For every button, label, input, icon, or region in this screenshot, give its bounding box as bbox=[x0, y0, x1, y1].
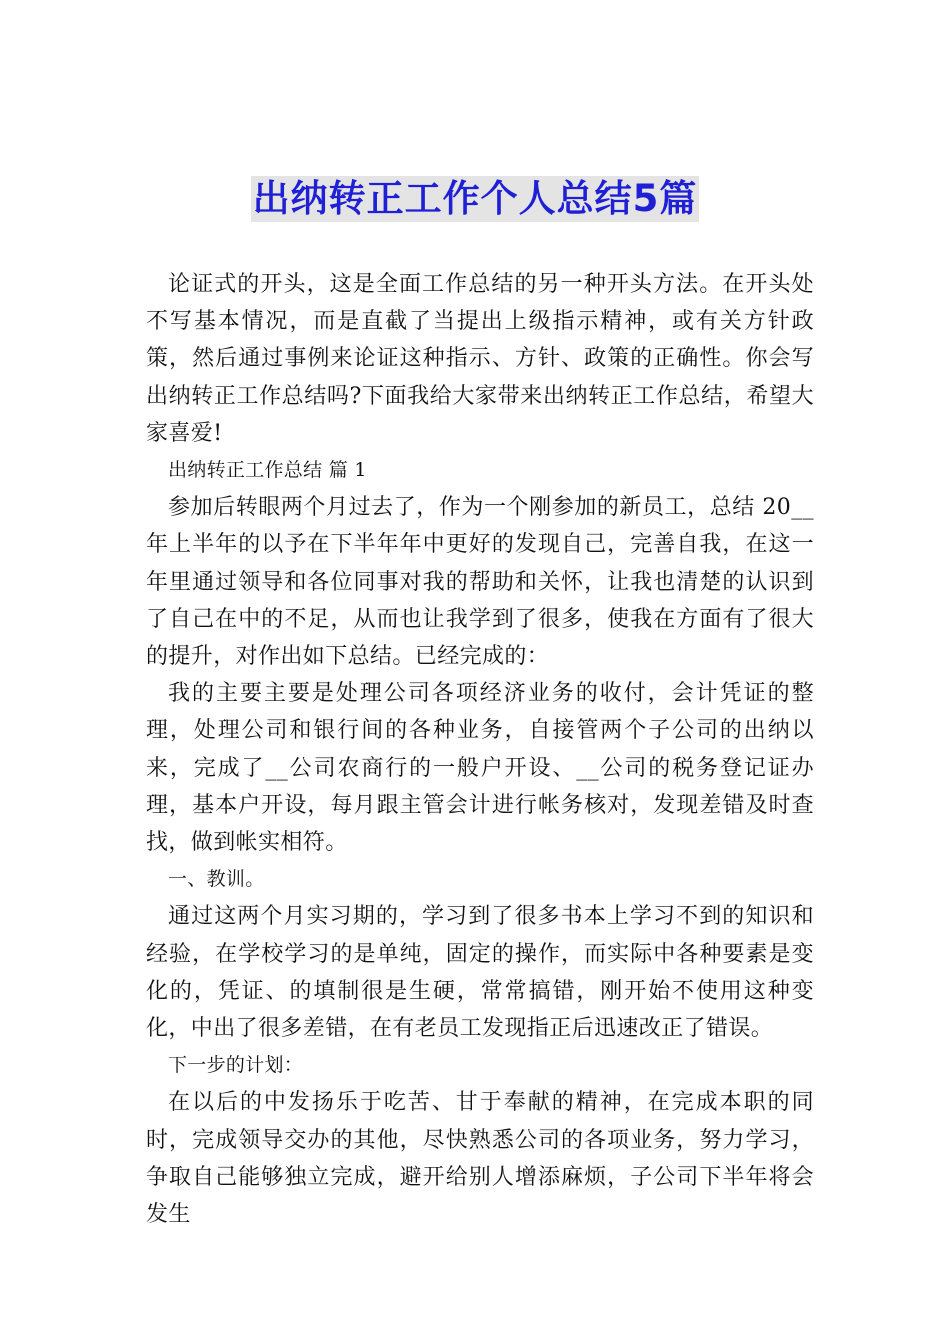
paragraph-plan: 在以后的中发扬乐于吃苦、甘于奉献的精神，在完成本职的同时，完成领导交办的其他，尽快熟悉公司的各项业务，努力学习，争取自己能够独立完成，避开给别人增添麻烦，子公司下半年将会发生 bbox=[146, 1090, 814, 1228]
section-heading-lessons: 一、教训。 bbox=[168, 868, 265, 891]
document-body bbox=[146, 266, 814, 1233]
paragraph-duties: 我的主要主要是处理公司各项经济业务的收付，会计凭证的整理，处理公司和银行间的各种业务，自接管两个子公司的出纳以来，完成了__公司农商行的一般户开设、__公司的税务登记证办理，基本户开设，每月跟主管会计进行帐务核对，发现差错及时查找，做到帐实相符。 bbox=[146, 681, 814, 856]
title-container bbox=[0, 176, 950, 222]
paragraph-lessons: 通过这两个月实习期的，学习到了很多书本上学习不到的知识和经验，在学校学习的是单纯，固定的操作，而实际中各种要素是变化的，凭证、的填制很是生硬，常常搞错，刚开始不使用这种变化，中出了很多差错，在有老员工发现指正后迅速改正了错误。 bbox=[146, 904, 814, 1042]
section-heading-plan: 下一步的计划： bbox=[168, 1054, 304, 1077]
paragraph-summary: 参加后转眼两个月过去了，作为一个刚参加的新员工，总结 20__年上半年的以予在下半年年中更好的发现自己，完善自我，在这一年里通过领导和各位同事对我的帮助和关怀，让我也清楚的认识到了自己在中的不足，从而也让我学到了很多，使我在方面有了很大的提升，对作出如下总结。已经完成的： bbox=[146, 495, 814, 670]
paragraph-intro: 论证式的开头，这是全面工作总结的另一种开头方法。在开头处不写基本情况，而是直截了当提出上级指示精神，或有关方针政策，然后通过事例来论证这种指示、方针、政策的正确性。你会写出纳转正工作总结吗?下面我给大家带来出纳转正工作总结，希望大家喜爱! bbox=[146, 272, 814, 446]
document-title: 出纳转正工作个人总结5篇 bbox=[252, 177, 698, 220]
section-heading-1: 出纳转正工作总结 篇 1 bbox=[168, 459, 367, 482]
